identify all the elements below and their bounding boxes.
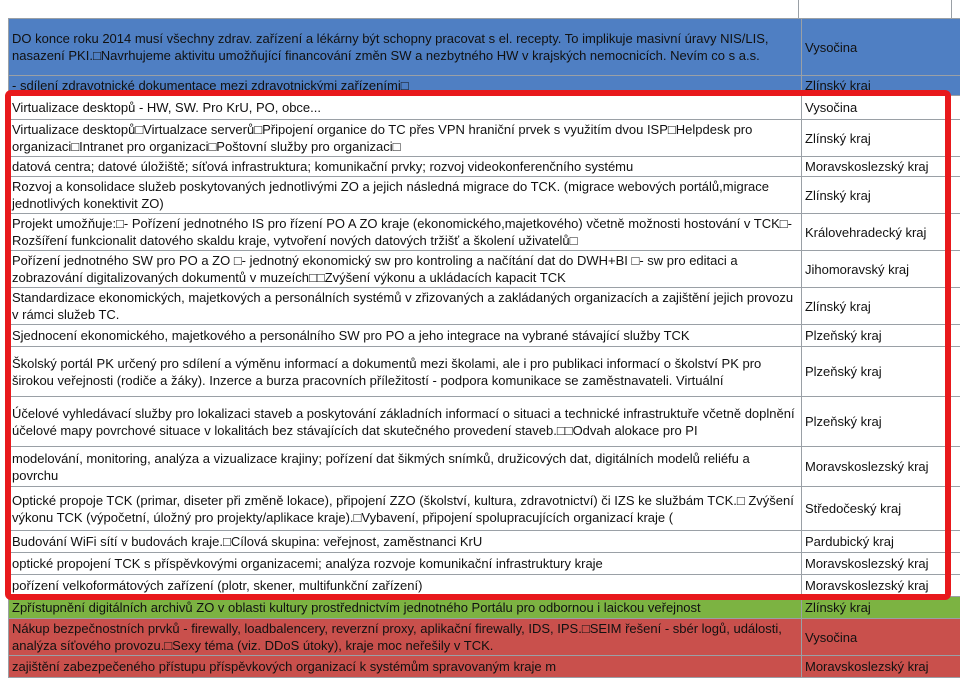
region-cell[interactable]: Moravskoslezský kraj [802, 656, 960, 678]
description-cell[interactable]: Virtualizace desktopů□Virtualzace serverů□Připojení organice do TC přes VPN hraniční prvek s využitím dvou ISP□Helpdesk pro organizaci□Intranet pro organizaci□Poštovní služby pro organizaci□ [9, 120, 802, 157]
region-cell[interactable]: Plzeňský kraj [802, 397, 960, 447]
region-cell[interactable]: Moravskoslezský kraj [802, 575, 960, 597]
description-cell[interactable]: Standardizace ekonomických, majetkových a personálních systémů v zřizovaných a zakládaných organizacích a zajištění jejich provozu v rámci služeb TC. [9, 288, 802, 325]
region-cell[interactable]: Zlínský kraj [802, 597, 960, 619]
region-cell[interactable]: Zlínský kraj [802, 120, 960, 157]
region-cell[interactable]: Pardubický kraj [802, 531, 960, 553]
region-cell[interactable]: Zlínský kraj [802, 288, 960, 325]
table-row [9, 214, 960, 251]
description-cell[interactable]: Sjednocení ekonomického, majetkového a personálního SW pro PO a jeho integrace na vybrané stávající služby TCK [9, 325, 802, 347]
region-cell[interactable]: Středočeský kraj [802, 487, 960, 531]
description-cell[interactable]: datová centra; datové úložiště; síťová infrastruktura; komunikační prvky; rozvoj videokonferenčního systému [9, 157, 802, 177]
region-cell[interactable]: Královehradecký kraj [802, 214, 960, 251]
table-row [9, 177, 960, 214]
table-row [9, 120, 960, 157]
table-row [9, 597, 960, 619]
sheet-header-strip [8, 0, 952, 19]
project-table [8, 18, 960, 678]
table-row [9, 531, 960, 553]
description-cell[interactable]: Účelové vyhledávací služby pro lokalizaci staveb a poskytování základních informací o situaci a technické infrastruktuře včetně doplnění účelové mapy povrchové situace v lokalitách bez stávajících dat skutečného provedení staveb.□□Odvah alokace pro PI [9, 397, 802, 447]
table-row [9, 251, 960, 288]
region-cell[interactable]: Plzeňský kraj [802, 347, 960, 397]
table-row [9, 157, 960, 177]
description-cell[interactable]: DO konce roku 2014 musí všechny zdrav. zařízení a lékárny být schopny pracovat s el. recepty. To implikuje masivní úravy NIS/LIS, nasazení PKI.□Navrhujeme aktivitu umožňující financování změn SW a nezbytného HW v krajských nemocnicích. Nevím co s a.s. [9, 19, 802, 76]
description-cell[interactable]: modelování, monitoring, analýza a vizualizace krajiny; pořízení dat šikmých snímků, družicových dat, digitálních modelů reliéfu a povrchu [9, 447, 802, 487]
table-row [9, 619, 960, 656]
description-cell[interactable]: Zpřístupnění digitálních archivů ZO v oblasti kultury prostřednictvím jednotného Portálu pro odbornou i laickou veřejnost [9, 597, 802, 619]
region-cell[interactable]: Vysočina [802, 96, 960, 120]
table-row [9, 19, 960, 76]
description-cell[interactable]: pořízení velkoformátových zařízení (plotr, skener, multifunkční zařízení) [9, 575, 802, 597]
header-cell-region [798, 0, 952, 18]
region-cell[interactable]: Zlínský kraj [802, 177, 960, 214]
table-row [9, 447, 960, 487]
region-cell[interactable]: Vysočina [802, 19, 960, 76]
table-row [9, 325, 960, 347]
table-row [9, 575, 960, 597]
region-cell[interactable]: Jihomoravský kraj [802, 251, 960, 288]
description-cell[interactable]: Rozvoj a konsolidace služeb poskytovaných jednotlivými ZO a jejich následná migrace do TCK. (migrace webových portálů,migrace jednotlivých konektivit ZO) [9, 177, 802, 214]
table-row [9, 288, 960, 325]
region-cell[interactable]: Moravskoslezský kraj [802, 447, 960, 487]
region-cell[interactable]: Zlínský kraj [802, 76, 960, 96]
description-cell[interactable]: Projekt umožňuje:□- Pořízení jednotného IS pro řízení PO A ZO kraje (ekonomického,majetkového) včetně možnosti hostování v TCK□- Rozšíření funkcionalit datového skaldu kraje, vytvoření nových datových tržišť a školení uživatelů□ [9, 214, 802, 251]
table-row [9, 347, 960, 397]
description-cell[interactable]: zajištění zabezpečeného přístupu příspěvkových organizací k systémům spravovaným kraje m [9, 656, 802, 678]
region-cell[interactable]: Plzeňský kraj [802, 325, 960, 347]
table-row [9, 553, 960, 575]
table-row [9, 76, 960, 96]
table-row [9, 487, 960, 531]
description-cell[interactable]: Školský portál PK určený pro sdílení a výměnu informací a dokumentů mezi školami, ale i pro publikaci informací o školství PK pro širokou veřejnosti (rodiče a žáky). Inzerce a burza pracovních příležitostí - podpora komunikace se zaměstnavateli. Virtuální [9, 347, 802, 397]
table-row [9, 96, 960, 120]
description-cell[interactable]: Budování WiFi sítí v budovách kraje.□Cílová skupina: veřejnost, zaměstnanci KrU [9, 531, 802, 553]
description-cell[interactable]: Nákup bezpečnostních prvků - firewally, loadbalencery, reverzní proxy, aplikační firewally, IDS, IPS.□SEIM řešení - sbér logů, události, analýza síťového provozu.□Sexy téma (viz. DDoS útoky), kraje moc neřešily v TCK. [9, 619, 802, 656]
description-cell[interactable]: optické propojení TCK s příspěvkovými organizacemi; analýza rozvoje komunikační infrastruktury kraje [9, 553, 802, 575]
description-cell[interactable]: Optické propoje TCK (primar, diseter při změně lokace), připojení ZZO (školství, kultura, zdravotnictví) či IZS ke službám TCK.□ Zvýšení výkonu TCK (výpočetní, úložný pro projekty/aplikace kraje).□Vybavení, připojení spolupracujících organizací kraje ( [9, 487, 802, 531]
region-cell[interactable]: Vysočina [802, 619, 960, 656]
description-cell[interactable]: Pořízení jednotného SW pro PO a ZO □- jednotný ekonomický sw pro kontroling a načítání dat do DWH+BI □- sw pro editaci a zobrazování digitalizovaných dokumentů v muzeích□□Zvýšení výkonu a ukládacích kapacit TCK [9, 251, 802, 288]
region-cell[interactable]: Moravskoslezský kraj [802, 157, 960, 177]
table-row [9, 397, 960, 447]
description-cell[interactable]: - sdílení zdravotnické dokumentace mezi zdravotnickými zařízeními□ [9, 76, 802, 96]
region-cell[interactable]: Moravskoslezský kraj [802, 553, 960, 575]
description-cell[interactable]: Virtualizace desktopů - HW, SW. Pro KrU, PO, obce... [9, 96, 802, 120]
header-cell-description [8, 0, 799, 18]
table-row [9, 656, 960, 678]
